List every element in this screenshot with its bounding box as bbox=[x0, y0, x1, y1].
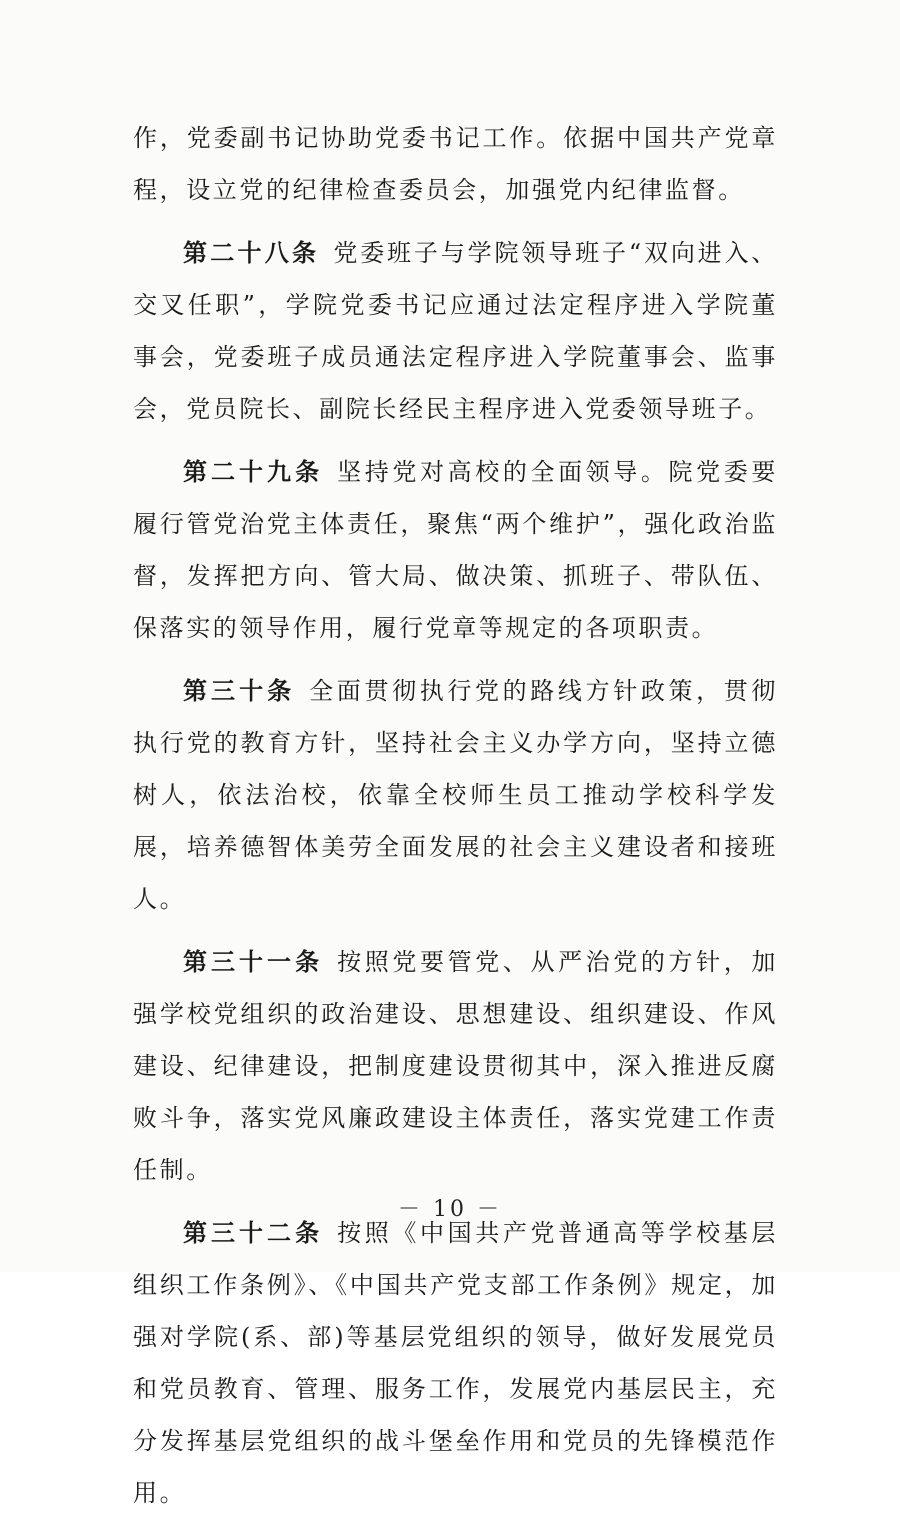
article-number: 第三十一条 bbox=[183, 948, 324, 976]
article-number: 第三十二条 bbox=[183, 1219, 324, 1247]
article-number: 第三十条 bbox=[183, 677, 296, 705]
article-32 bbox=[133, 1207, 778, 1519]
article-text: 党委班子与学院领导班子“双向进入、交叉任职”，学院党委书记应通过法定程序进入学院董事会，党委班子成员通法定程序进入学院董事会、监事会，党员院长、副院长经民主程序进入党委领导班子。 bbox=[133, 239, 779, 423]
article-30 bbox=[133, 665, 778, 925]
paragraph-continuation bbox=[133, 112, 778, 216]
page-number: － 10 － bbox=[398, 1197, 502, 1222]
article-text: 按照党要管党、从严治党的方针，加强学校党组织的政治建设、思想建设、组织建设、作风建设、纪律建设，把制度建设贯彻其中，深入推进反腐败斗争，落实党风廉政建设主体责任，落实党建工作责任制。 bbox=[133, 948, 779, 1184]
article-29 bbox=[133, 446, 778, 654]
body-text bbox=[133, 112, 778, 1530]
article-28 bbox=[133, 227, 778, 435]
article-text: 全面贯彻执行党的路线方针政策，贯彻执行党的教育方针，坚持社会主义办学方向，坚持立德树人，依法治校，依靠全校师生员工推动学校科学发展，培养德智体美劳全面发展的社会主义建设者和接班人。 bbox=[133, 677, 779, 913]
paragraph-text: 作，党委副书记协助党委书记工作。依据中国共产党章程，设立党的纪律检查委员会，加强党内纪律监督。 bbox=[133, 124, 778, 204]
article-number: 第二十九条 bbox=[183, 458, 324, 486]
article-text: 按照《中国共产党普通高等学校基层组织工作条例》、《中国共产党支部工作条例》规定，加强对学院(系、部)等基层党组织的领导，做好发展党员和党员教育、管理、服务工作，发展党内基层民主，充分发挥基层党组织的战斗堡垒作用和党员的先锋模范作用。 bbox=[133, 1219, 779, 1507]
article-31 bbox=[133, 936, 778, 1196]
article-text: 坚持党对高校的全面领导。院党委要履行管党治党主体责任，聚焦“两个维护”，强化政治监督，发挥把方向、管大局、做决策、抓班子、带队伍、保落实的领导作用，履行党章等规定的各项职责。 bbox=[133, 458, 779, 642]
article-number: 第二十八条 bbox=[183, 239, 320, 267]
